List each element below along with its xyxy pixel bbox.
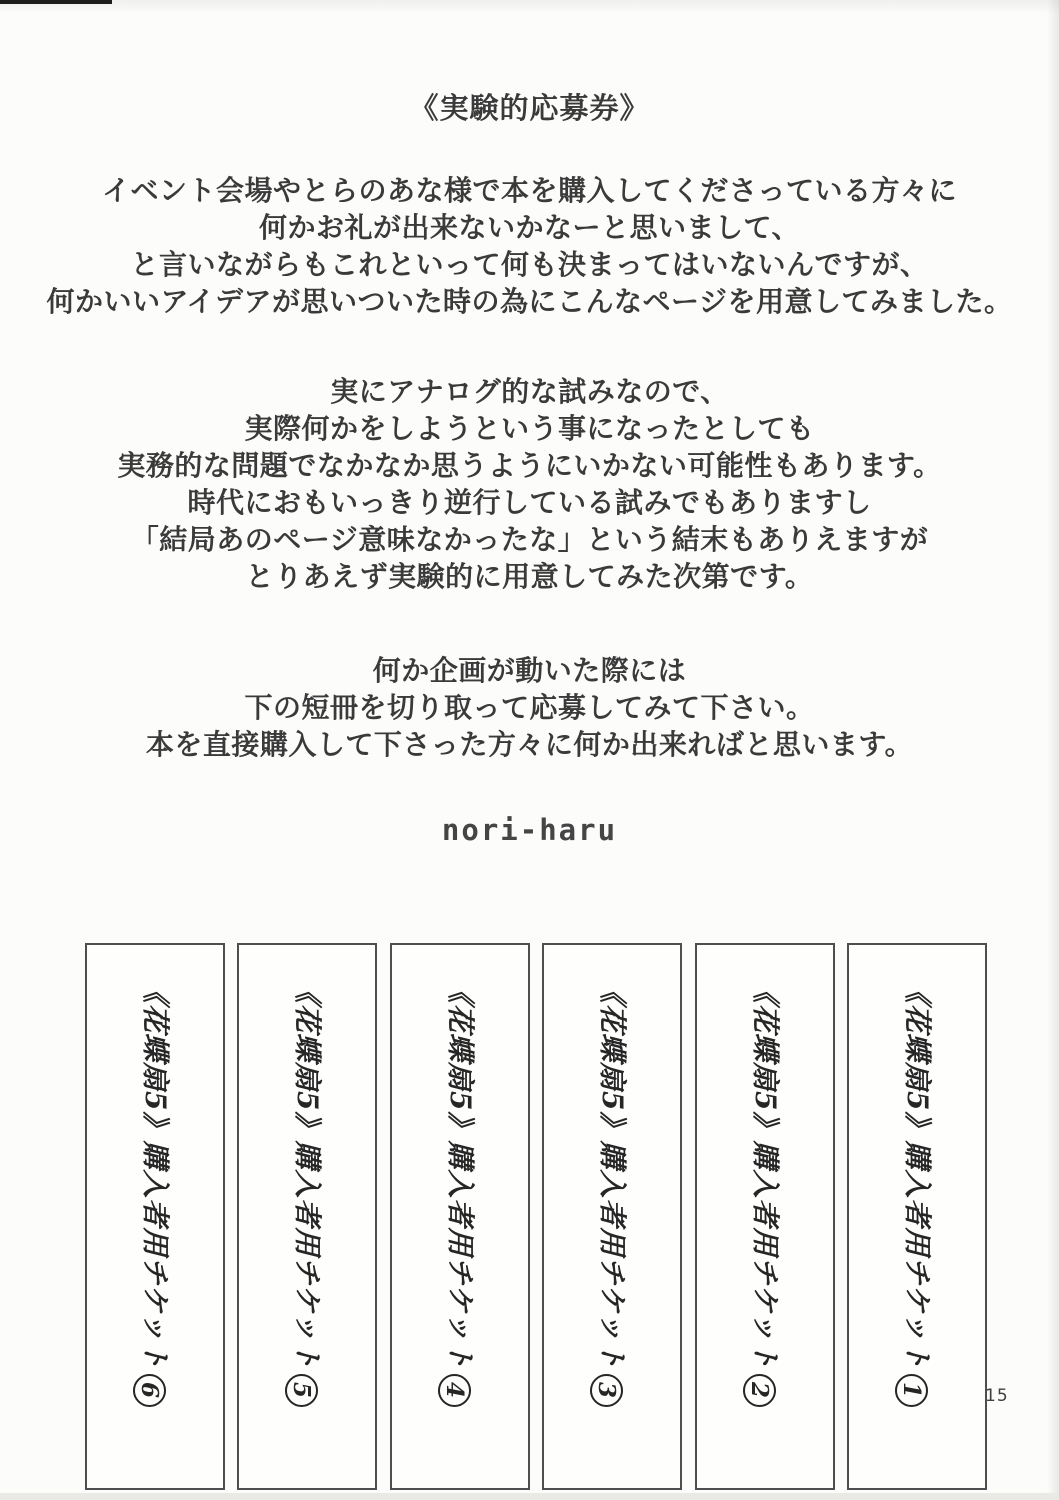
purchase-ticket-6	[85, 943, 225, 1490]
text-line: 時代におもいっきり逆行している試みでもありますし	[187, 486, 872, 519]
text-line: とりあえず実験的に用意してみた次第です。	[245, 560, 814, 593]
text-line: 何かいいアイデアが思いついた時の為にこんなページを用意してみました。	[46, 285, 1013, 318]
text-line: と言いながらもこれといって何も決まってはいないんですが、	[130, 248, 929, 281]
purchase-ticket-3	[542, 943, 682, 1490]
text-line: 何か企画が動いた際には	[372, 654, 687, 687]
text-line: 本を直接購入して下さった方々に何か出来ればと思います。	[145, 728, 914, 761]
ticket-label	[743, 975, 783, 1407]
ticket-label	[285, 975, 325, 1407]
ticket-label	[895, 975, 935, 1407]
paragraph-caveats	[0, 373, 1059, 595]
purchase-ticket-4	[390, 943, 530, 1490]
text-line: 実際何かをしようという事になったとしても	[244, 412, 815, 445]
ticket-number-circle: 6	[133, 1374, 166, 1407]
ticket-number-circle: 5	[285, 1374, 318, 1407]
purchase-ticket-2	[695, 943, 835, 1490]
ticket-series-text: 《花蝶扇5》購入者用チケット	[748, 975, 782, 1370]
ticket-series-text: 《花蝶扇5》購入者用チケット	[291, 975, 325, 1370]
ticket-series-text: 《花蝶扇5》購入者用チケット	[139, 975, 172, 1370]
text-line: イベント会場やとらのあな様で本を購入してくださっている方々に	[101, 174, 957, 207]
text-line: 実務的な問題でなかなか思うようにいかない可能性もあります。	[117, 449, 942, 482]
ticket-label	[133, 975, 173, 1407]
scan-edge-bottom	[0, 1493, 1059, 1500]
text-line: 実にアナログ的な試みなので、	[330, 375, 729, 408]
text-line: 下の短冊を切り取って応募してみて下さい。	[244, 691, 815, 724]
ticket-number-circle: 2	[743, 1374, 776, 1407]
text-line: 「結局あのページ意味なかったな」という結末もありえますが	[130, 523, 929, 556]
ticket-series-text: 《花蝶扇5》購入者用チケット	[443, 975, 477, 1370]
page-number: 15	[985, 1386, 1009, 1406]
page-title: 《実験的応募券》	[409, 91, 650, 125]
ticket-number-circle: 1	[895, 1374, 928, 1407]
purchase-ticket-5	[237, 943, 377, 1490]
ticket-number-circle: 4	[438, 1374, 471, 1407]
purchase-ticket-1	[847, 943, 987, 1490]
text-line: 何かお礼が出来ないかなーと思いまして、	[259, 211, 800, 244]
paragraph-intro	[0, 172, 1059, 320]
ticket-series-text: 《花蝶扇5》購入者用チケット	[596, 975, 630, 1370]
ticket-number-circle: 3	[590, 1374, 623, 1407]
paragraph-instructions	[0, 652, 1059, 763]
ticket-label	[590, 975, 630, 1407]
ticket-strip	[85, 943, 987, 1490]
author-signature: nori-haru	[441, 813, 618, 847]
ticket-label	[438, 975, 478, 1407]
ticket-series-text: 《花蝶扇5》購入者用チケット	[900, 975, 934, 1370]
